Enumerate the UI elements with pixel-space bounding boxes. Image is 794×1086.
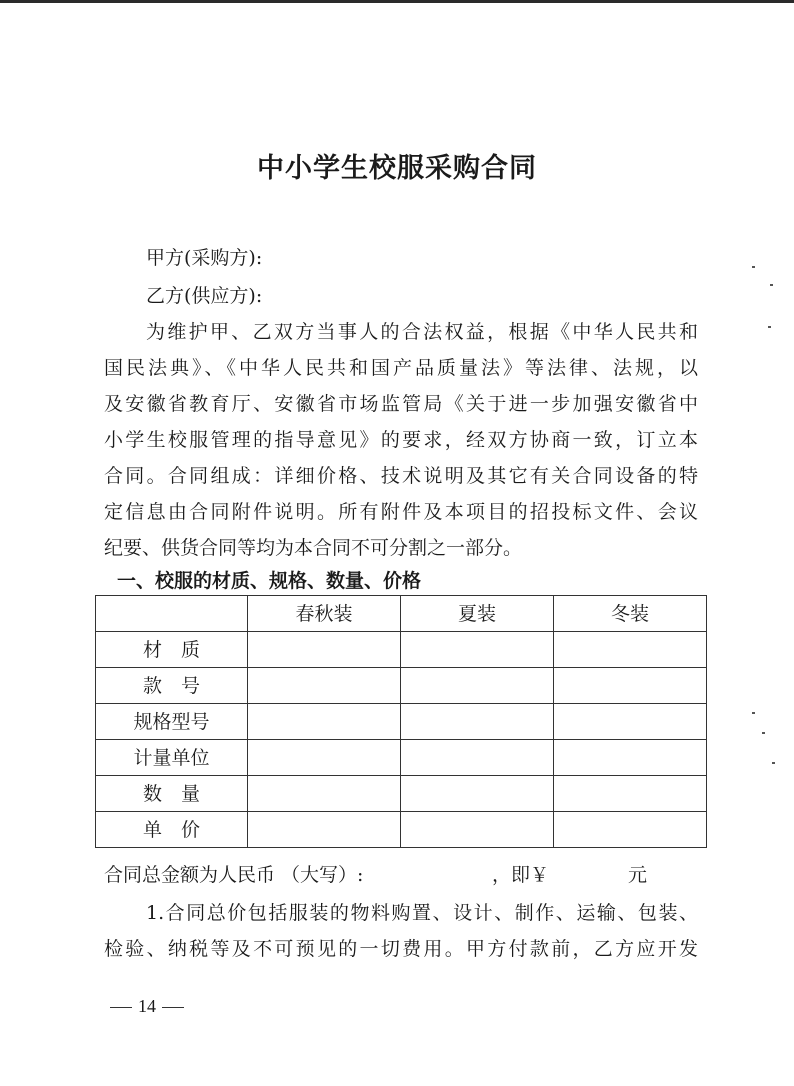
table-header-spring-autumn: 春秋装 [248, 596, 401, 632]
table-header-corner [96, 596, 248, 632]
table-cell [401, 776, 554, 812]
table-cell [248, 632, 401, 668]
clause1-line-1: 1.合同总价包括服装的物料购置、设计、制作、运输、包装、 [146, 902, 698, 924]
table-row [96, 812, 707, 848]
section1-heading: 一、校服的材质、规格、数量、价格 [117, 570, 422, 592]
scan-speck [752, 266, 755, 268]
preamble-line-5: 合同。合同组成：详细价格、技术说明及其它有关合同设备的特 [104, 465, 698, 487]
table-cell [554, 740, 707, 776]
total-amount-prefix: 合同总金额为人民币 （大写）: [104, 864, 364, 886]
row-label-text: 款 号 [142, 674, 200, 697]
page-number-dash-left [110, 1007, 132, 1008]
table-cell [248, 740, 401, 776]
preamble-line-3: 及安徽省教育厅、安徽省市场监管局《关于进一步加强安徽省中 [104, 393, 698, 415]
row-label-spec-model [96, 704, 248, 740]
table-cell [554, 632, 707, 668]
row-label-material [96, 632, 248, 668]
party-b-label: 乙方(供应方): [146, 285, 263, 307]
page-number-dash-right [162, 1007, 184, 1008]
row-label-text: 计量单位 [133, 746, 210, 769]
total-amount-middle: ，即￥ [492, 864, 550, 886]
scan-speck [752, 712, 755, 714]
table-cell [248, 704, 401, 740]
document-title: 中小学生校服采购合同 [257, 153, 537, 184]
scan-speck [768, 326, 771, 328]
scan-speck [770, 284, 773, 286]
scan-speck [772, 762, 775, 764]
preamble-line-7: 纪要、供货合同等均为本合同不可分割之一部分。 [104, 537, 523, 559]
table-row [96, 668, 707, 704]
table-row [96, 632, 707, 668]
row-label-unit-price [96, 812, 248, 848]
row-label-quantity [96, 776, 248, 812]
preamble-line-1: 为维护甲、乙双方当事人的合法权益，根据《中华人民共和 [146, 321, 698, 343]
page-top-edge [0, 0, 794, 3]
row-label-text: 材 质 [142, 638, 200, 661]
table-header-summer: 夏装 [401, 596, 554, 632]
row-label-text: 数 量 [142, 782, 200, 805]
spec-table [95, 595, 707, 848]
table-cell [554, 812, 707, 848]
table-cell [401, 812, 554, 848]
table-cell [401, 740, 554, 776]
table-cell [554, 668, 707, 704]
preamble-line-4: 小学生校服管理的指导意见》的要求，经双方协商一致，订立本 [104, 429, 698, 451]
table-header-row [96, 596, 707, 632]
table-cell [248, 812, 401, 848]
preamble-line-6: 定信息由合同附件说明。所有附件及本项目的招投标文件、会议 [104, 501, 698, 523]
row-label-unit [96, 740, 248, 776]
table-row [96, 740, 707, 776]
party-a-label: 甲方(采购方): [146, 247, 263, 269]
table-cell [401, 704, 554, 740]
page-number [104, 996, 190, 1017]
scan-speck [762, 732, 765, 734]
table-cell [401, 632, 554, 668]
table-cell [401, 668, 554, 704]
table-cell [554, 704, 707, 740]
row-label-text: 规格型号 [133, 710, 210, 733]
table-row [96, 704, 707, 740]
table-row [96, 776, 707, 812]
page-number-value: 14 [138, 996, 156, 1016]
row-label-style-no [96, 668, 248, 704]
preamble-line-2: 国民法典》、《中华人民共和国产品质量法》等法律、法规，以 [104, 357, 698, 379]
table-cell [248, 668, 401, 704]
table-cell [248, 776, 401, 812]
clause1-line-2: 检验、纳税等及不可预见的一切费用。甲方付款前，乙方应开发 [104, 938, 698, 960]
row-label-text: 单 价 [142, 818, 200, 841]
table-cell [554, 776, 707, 812]
total-amount-unit: 元 [628, 864, 648, 886]
table-header-winter: 冬装 [554, 596, 707, 632]
